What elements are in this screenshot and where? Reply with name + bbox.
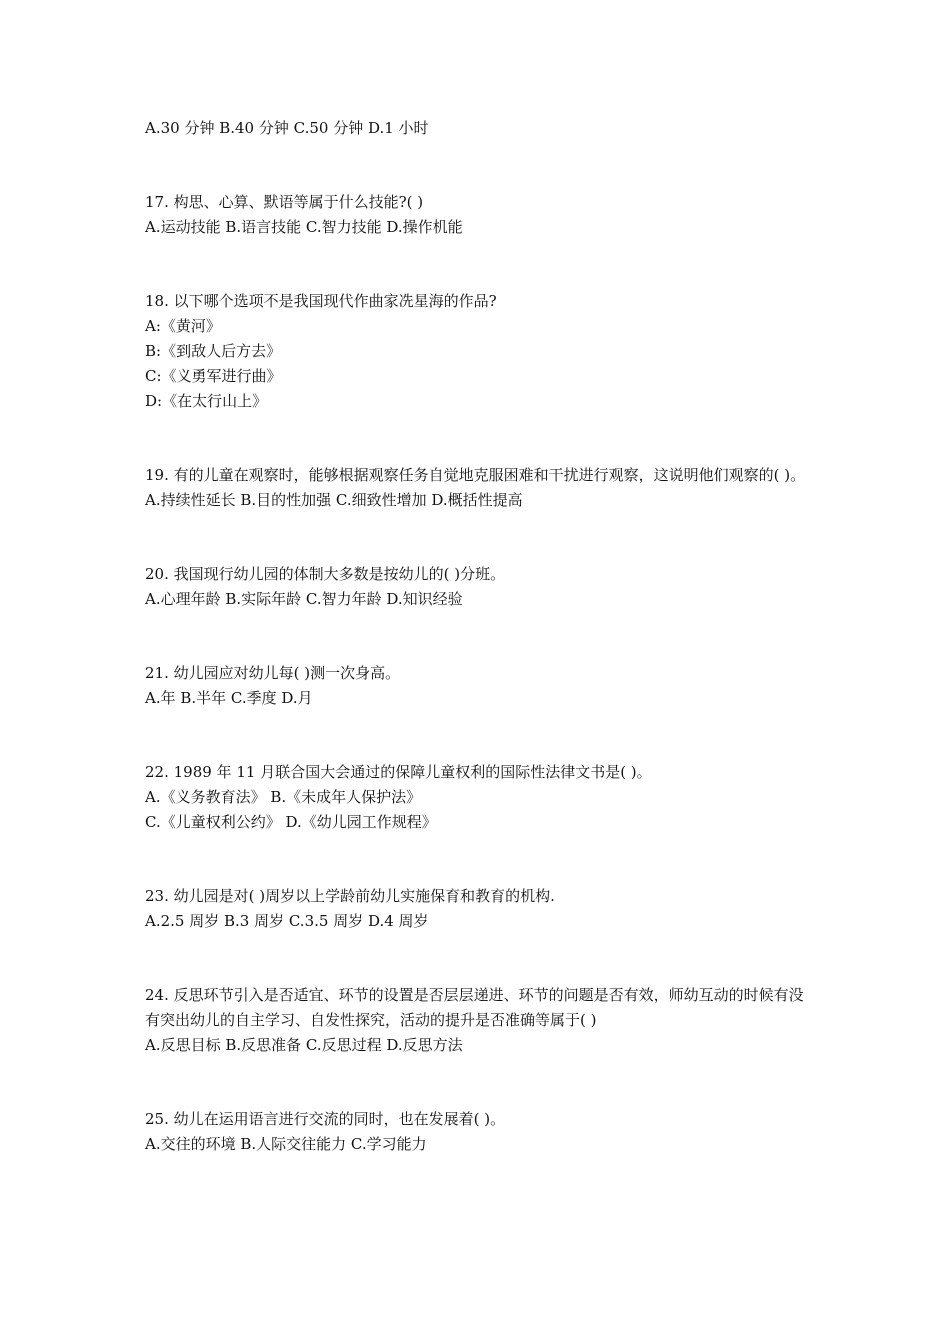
answer-option-c: C:《义勇军进行曲》 — [145, 367, 282, 385]
question-text: 24. 反思环节引入是否适宜、环节的设置是否层层递进、环节的问题是否有效，师幼互动的时候有没有突出幼儿的自主学习、自发性探究，活动的提升是否准确等属于( ) — [145, 986, 804, 1029]
question-20 — [145, 562, 815, 612]
question-18 — [145, 289, 815, 414]
answer-options: A.年 B.半年 C.季度 D.月 — [145, 689, 313, 707]
answer-options: A.交往的环境 B.人际交往能力 C.学习能力 — [145, 1135, 427, 1153]
question-text: 19. 有的儿童在观察时，能够根据观察任务自觉地克服困难和干扰进行观察，这说明他们观察的( )。 — [145, 466, 806, 484]
question-24 — [145, 983, 815, 1058]
question-list — [145, 116, 815, 1157]
question-text: 22. 1989 年 11 月联合国大会通过的保障儿童权利的国际性法律文书是( )。 — [145, 763, 652, 781]
question-text: 23. 幼儿园是对( )周岁以上学龄前幼儿实施保育和教育的机构. — [145, 887, 555, 905]
answer-options: A.反思目标 B.反思准备 C.反思过程 D.反思方法 — [145, 1036, 463, 1054]
answer-options: A.30 分钟 B.40 分钟 C.50 分钟 D.1 小时 — [145, 119, 429, 137]
question-17 — [145, 190, 815, 240]
answer-options: A.持续性延长 B.目的性加强 C.细致性增加 D.概括性提高 — [145, 491, 523, 509]
question-text: 20. 我国现行幼儿园的体制大多数是按幼儿的( )分班。 — [145, 565, 506, 583]
answer-options: A.运动技能 B.语言技能 C.智力技能 D.操作机能 — [145, 218, 463, 236]
answer-options-cd: C.《儿童权利公约》 D.《幼儿园工作规程》 — [145, 813, 437, 831]
question-22 — [145, 760, 815, 835]
answer-option-b: B:《到敌人后方去》 — [145, 342, 282, 360]
question-16-continuation — [145, 116, 815, 141]
answer-options: A.心理年龄 B.实际年龄 C.智力年龄 D.知识经验 — [145, 590, 463, 608]
question-21 — [145, 661, 815, 711]
answer-options: A.2.5 周岁 B.3 周岁 C.3.5 周岁 D.4 周岁 — [145, 912, 429, 930]
question-text: 17. 构思、心算、默语等属于什么技能?( ) — [145, 193, 424, 211]
answer-option-d: D:《在太行山上》 — [145, 392, 268, 410]
question-19 — [145, 463, 815, 513]
question-text: 21. 幼儿园应对幼儿每( )测一次身高。 — [145, 664, 401, 682]
answer-option-a: A:《黄河》 — [145, 317, 221, 335]
question-text: 18. 以下哪个选项不是我国现代作曲家冼星海的作品? — [145, 292, 497, 310]
question-25 — [145, 1107, 815, 1157]
answer-options-ab: A.《义务教育法》 B.《未成年人保护法》 — [145, 788, 422, 806]
question-23 — [145, 884, 815, 934]
question-text: 25. 幼儿在运用语言进行交流的同时，也在发展着( )。 — [145, 1110, 506, 1128]
